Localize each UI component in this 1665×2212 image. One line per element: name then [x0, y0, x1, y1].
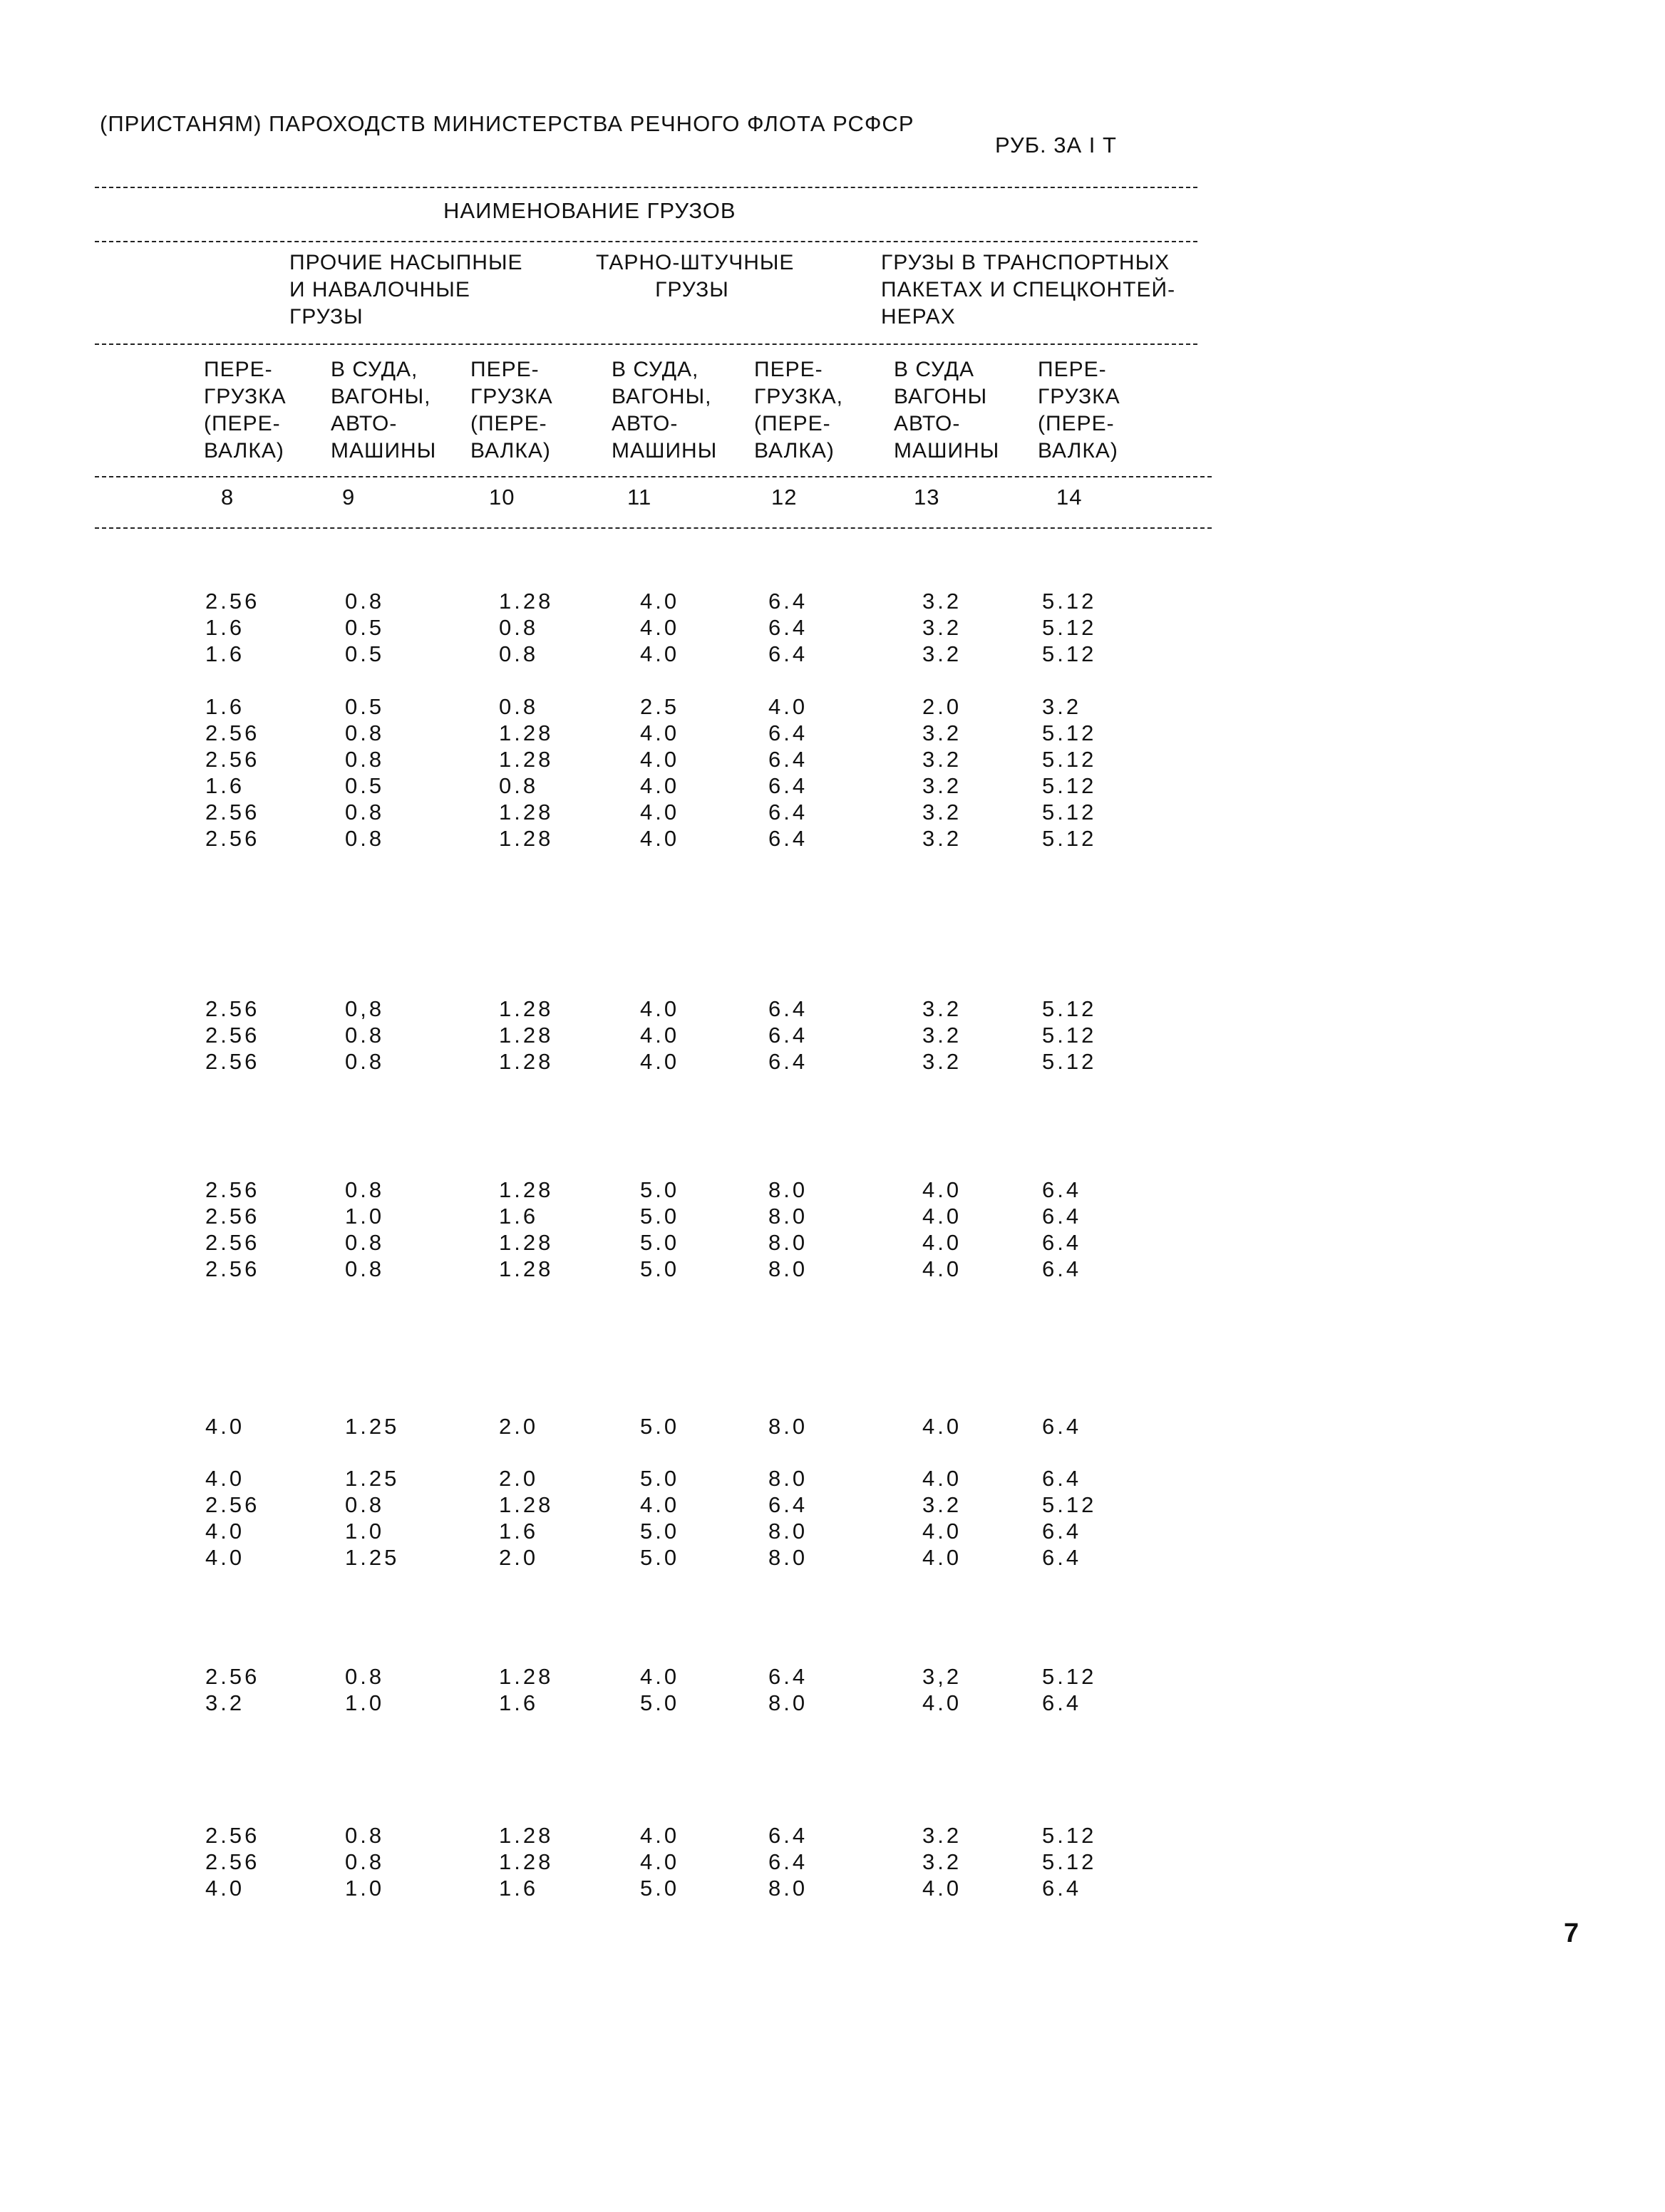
table-cell: 5.12: [1042, 1049, 1097, 1074]
table-cell: 1.28: [499, 1492, 554, 1517]
table-cell: 1.6: [205, 615, 245, 640]
table-cell: 5.0: [640, 1230, 680, 1255]
table-cell: 0.8: [499, 694, 539, 719]
table-cell: 2.56: [205, 1230, 260, 1255]
table-cell: 1.28: [499, 1823, 554, 1848]
table-cell: 0.8: [345, 800, 385, 825]
table-cell: 1.0: [345, 1690, 385, 1715]
table-cell: 4.0: [922, 1177, 962, 1202]
table-cell: 8.0: [768, 1177, 808, 1202]
table-cell: 3.2: [922, 1492, 962, 1517]
table-cell: 3,2: [922, 1664, 962, 1689]
table-cell: 5.0: [640, 1466, 680, 1491]
table-cell: 4.0: [768, 694, 808, 719]
table-cell: 4.0: [205, 1876, 245, 1901]
table-cell: 6.4: [768, 1023, 808, 1048]
column-number-11: 11: [627, 485, 652, 510]
table-rule-top: [95, 187, 1197, 188]
table-cell: 2.56: [205, 800, 260, 825]
table-cell: 3.2: [922, 800, 962, 825]
column-number-9: 9: [342, 485, 356, 510]
table-cell: 3.2: [922, 1849, 962, 1874]
table-cell: 4.0: [640, 773, 680, 798]
table-cell: 1.6: [499, 1519, 539, 1544]
table-cell: 6.4: [1042, 1690, 1082, 1715]
table-cell: 8.0: [768, 1545, 808, 1570]
table-cell: 6.4: [1042, 1230, 1082, 1255]
table-cell: 4.0: [922, 1519, 962, 1544]
table-cell: 3.2: [922, 589, 962, 614]
table-cell: 1.6: [499, 1876, 539, 1901]
table-cell: 1.28: [499, 996, 554, 1021]
table-cell: 2.56: [205, 1049, 260, 1074]
table-cell: 0.8: [345, 1049, 385, 1074]
column-header-13: В СУДА ВАГОНЫ АВТО- МАШИНЫ: [894, 358, 1000, 462]
table-rule-columns: [95, 476, 1212, 477]
table-cell: 1.6: [205, 694, 245, 719]
table-cell: 0.8: [345, 1177, 385, 1202]
table-cell: 1.28: [499, 1664, 554, 1689]
group-header-bulk: ПРОЧИЕ НАСЫПНЫЕ И НАВАЛОЧНЫЕ ГРУЗЫ: [289, 251, 523, 329]
table-cell: 2.56: [205, 996, 260, 1021]
table-cell: 5.12: [1042, 800, 1097, 825]
table-cell: 5.0: [640, 1519, 680, 1544]
document-title: (ПРИСТАНЯМ) ПАРОХОДСТВ МИНИСТЕРСТВА РЕЧНОГО ФЛОТА РСФСР: [100, 111, 914, 136]
table-cell: 6.4: [1042, 1876, 1082, 1901]
column-number-12: 12: [771, 485, 798, 510]
table-caption: НАИМЕНОВАНИЕ ГРУЗОВ: [443, 198, 736, 223]
table-cell: 0.5: [345, 641, 385, 666]
table-cell: 6.4: [768, 773, 808, 798]
table-cell: 3.2: [922, 720, 962, 745]
table-cell: 4.0: [640, 641, 680, 666]
table-cell: 1.28: [499, 826, 554, 851]
table-cell: 0.8: [345, 1256, 385, 1281]
table-cell: 1.6: [499, 1204, 539, 1229]
table-cell: 4.0: [922, 1690, 962, 1715]
table-cell: 6.4: [1042, 1519, 1082, 1544]
table-cell: 3.2: [922, 1023, 962, 1048]
table-cell: 5.12: [1042, 1849, 1097, 1874]
table-cell: 6.4: [1042, 1545, 1082, 1570]
table-cell: 8.0: [768, 1876, 808, 1901]
table-cell: 5.12: [1042, 589, 1097, 614]
table-cell: 1.0: [345, 1204, 385, 1229]
table-cell: 3.2: [205, 1690, 245, 1715]
table-cell: 4.0: [922, 1414, 962, 1439]
table-cell: 0.5: [345, 694, 385, 719]
table-cell: 6.4: [1042, 1414, 1082, 1439]
table-cell: 1.28: [499, 800, 554, 825]
table-cell: 1.0: [345, 1519, 385, 1544]
table-cell: 1.6: [205, 773, 245, 798]
table-cell: 2.56: [205, 1177, 260, 1202]
rubric-label: РУБ. 3А I Т: [995, 133, 1117, 157]
column-number-13: 13: [914, 485, 940, 510]
column-header-9: В СУДА, ВАГОНЫ, АВТО- МАШИНЫ: [331, 358, 437, 462]
table-rule-groups: [95, 343, 1197, 345]
table-cell: 0.8: [345, 1492, 385, 1517]
table-cell: 4.0: [640, 1049, 680, 1074]
table-cell: 2.56: [205, 1849, 260, 1874]
table-cell: 4.0: [205, 1519, 245, 1544]
table-cell: 6.4: [768, 747, 808, 772]
table-cell: 6.4: [768, 615, 808, 640]
table-cell: 2.5: [640, 694, 680, 719]
table-cell: 6.4: [1042, 1466, 1082, 1491]
table-cell: 5.0: [640, 1690, 680, 1715]
table-cell: 8.0: [768, 1230, 808, 1255]
table-cell: 4.0: [640, 1023, 680, 1048]
table-cell: 4.0: [922, 1876, 962, 1901]
table-cell: 4.0: [640, 826, 680, 851]
table-cell: 0.8: [499, 641, 539, 666]
table-cell: 1.28: [499, 1049, 554, 1074]
table-cell: 4.0: [205, 1545, 245, 1570]
table-cell: 0,8: [345, 996, 385, 1021]
table-cell: 4.0: [640, 1492, 680, 1517]
table-cell: 6.4: [768, 1849, 808, 1874]
table-cell: 4.0: [922, 1204, 962, 1229]
table-cell: 5.0: [640, 1414, 680, 1439]
column-header-12: ПЕРЕ- ГРУЗКА, (ПЕРЕ- ВАЛКА): [754, 358, 843, 462]
table-cell: 1.28: [499, 720, 554, 745]
table-cell: 4.0: [922, 1545, 962, 1570]
table-cell: 0.8: [345, 720, 385, 745]
table-cell: 8.0: [768, 1414, 808, 1439]
table-cell: 6.4: [768, 720, 808, 745]
table-cell: 0.8: [345, 747, 385, 772]
table-cell: 3.2: [922, 1823, 962, 1848]
table-cell: 5.12: [1042, 1823, 1097, 1848]
table-cell: 5.12: [1042, 747, 1097, 772]
table-cell: 4.0: [640, 996, 680, 1021]
table-cell: 1.28: [499, 589, 554, 614]
table-cell: 4.0: [640, 1823, 680, 1848]
table-cell: 4.0: [205, 1414, 245, 1439]
table-cell: 5.0: [640, 1204, 680, 1229]
table-rule-numbers: [95, 527, 1212, 529]
table-cell: 3.2: [922, 615, 962, 640]
table-cell: 6.4: [768, 996, 808, 1021]
table-cell: 8.0: [768, 1466, 808, 1491]
table-cell: 4.0: [640, 1849, 680, 1874]
table-rule-caption: [95, 241, 1197, 242]
column-number-14: 14: [1056, 485, 1083, 510]
table-cell: 5.12: [1042, 615, 1097, 640]
table-cell: 1.25: [345, 1466, 400, 1491]
table-cell: 2.56: [205, 589, 260, 614]
table-cell: 6.4: [768, 826, 808, 851]
table-cell: 3.2: [922, 641, 962, 666]
table-cell: 1.28: [499, 1849, 554, 1874]
table-cell: 0.8: [499, 615, 539, 640]
table-cell: 4.0: [640, 589, 680, 614]
table-cell: 0.8: [345, 1664, 385, 1689]
table-cell: 4.0: [922, 1256, 962, 1281]
table-cell: 2.56: [205, 1492, 260, 1517]
table-cell: 6.4: [768, 589, 808, 614]
table-cell: 2.56: [205, 720, 260, 745]
table-cell: 2.0: [499, 1414, 539, 1439]
page-number: 7: [1564, 1918, 1579, 1948]
table-cell: 1.0: [345, 1876, 385, 1901]
column-number-8: 8: [221, 485, 234, 510]
table-cell: 6.4: [768, 641, 808, 666]
table-cell: 2.56: [205, 747, 260, 772]
table-cell: 6.4: [768, 1664, 808, 1689]
table-cell: 2.56: [205, 1256, 260, 1281]
table-cell: 3.2: [922, 826, 962, 851]
table-cell: 6.4: [1042, 1204, 1082, 1229]
table-cell: 4.0: [640, 1664, 680, 1689]
table-cell: 8.0: [768, 1204, 808, 1229]
table-cell: 6.4: [1042, 1177, 1082, 1202]
table-cell: 1.25: [345, 1545, 400, 1570]
table-cell: 6.4: [768, 1823, 808, 1848]
table-cell: 4.0: [640, 800, 680, 825]
table-cell: 4.0: [922, 1230, 962, 1255]
table-cell: 1.25: [345, 1414, 400, 1439]
table-cell: 5.0: [640, 1876, 680, 1901]
table-cell: 2.0: [499, 1466, 539, 1491]
table-cell: 5.12: [1042, 773, 1097, 798]
table-cell: 1.28: [499, 1177, 554, 1202]
table-cell: 0.8: [345, 589, 385, 614]
table-cell: 2.56: [205, 826, 260, 851]
column-header-11: В СУДА, ВАГОНЫ, АВТО- МАШИНЫ: [612, 358, 718, 462]
table-cell: 0.5: [345, 773, 385, 798]
table-cell: 8.0: [768, 1256, 808, 1281]
table-cell: 4.0: [640, 720, 680, 745]
table-cell: 3.2: [1042, 694, 1082, 719]
table-cell: 4.0: [640, 747, 680, 772]
table-cell: 1.6: [499, 1690, 539, 1715]
table-cell: 1.28: [499, 747, 554, 772]
column-number-10: 10: [489, 485, 515, 510]
table-cell: 5.12: [1042, 641, 1097, 666]
column-header-10: ПЕРЕ- ГРУЗКА (ПЕРЕ- ВАЛКА): [470, 358, 553, 462]
table-cell: 0.5: [345, 615, 385, 640]
table-cell: 1.28: [499, 1023, 554, 1048]
table-cell: 3.2: [922, 747, 962, 772]
table-cell: 6.4: [768, 1492, 808, 1517]
table-cell: 1.28: [499, 1230, 554, 1255]
table-cell: 5.0: [640, 1256, 680, 1281]
table-cell: 0.8: [345, 1823, 385, 1848]
table-cell: 2.56: [205, 1204, 260, 1229]
table-cell: 8.0: [768, 1690, 808, 1715]
column-header-8: ПЕРЕ- ГРУЗКА (ПЕРЕ- ВАЛКА): [204, 358, 287, 462]
table-cell: 3.2: [922, 996, 962, 1021]
table-cell: 2.0: [499, 1545, 539, 1570]
table-cell: 2.56: [205, 1664, 260, 1689]
table-cell: 0.8: [345, 1023, 385, 1048]
table-cell: 5.12: [1042, 1023, 1097, 1048]
table-cell: 6.4: [1042, 1256, 1082, 1281]
table-cell: 2.56: [205, 1023, 260, 1048]
table-cell: 4.0: [205, 1466, 245, 1491]
table-cell: 5.0: [640, 1177, 680, 1202]
table-cell: 6.4: [768, 800, 808, 825]
table-cell: 8.0: [768, 1519, 808, 1544]
table-cell: 5.12: [1042, 720, 1097, 745]
table-cell: 5.12: [1042, 1664, 1097, 1689]
table-cell: 0.8: [499, 773, 539, 798]
table-cell: 4.0: [640, 615, 680, 640]
table-cell: 2.56: [205, 1823, 260, 1848]
table-cell: 5.12: [1042, 996, 1097, 1021]
table-cell: 0.8: [345, 1230, 385, 1255]
table-cell: 5.0: [640, 1545, 680, 1570]
group-header-containers: ГРУЗЫ В ТРАНСПОРТНЫХ ПАКЕТАХ И СПЕЦКОНТЕЙ- НЕРАХ: [881, 251, 1176, 329]
table-cell: 1.28: [499, 1256, 554, 1281]
table-cell: 1.6: [205, 641, 245, 666]
table-cell: 3.2: [922, 1049, 962, 1074]
table-cell: 5.12: [1042, 1492, 1097, 1517]
table-cell: 5.12: [1042, 826, 1097, 851]
table-cell: 3.2: [922, 773, 962, 798]
table-cell: 6.4: [768, 1049, 808, 1074]
table-cell: 2.0: [922, 694, 962, 719]
table-cell: 0.8: [345, 1849, 385, 1874]
table-cell: 0.8: [345, 826, 385, 851]
column-header-14: ПЕРЕ- ГРУЗКА (ПЕРЕ- ВАЛКА): [1038, 358, 1120, 462]
table-cell: 4.0: [922, 1466, 962, 1491]
group-header-packaged: ТАРНО-ШТУЧНЫЕ ГРУЗЫ: [596, 251, 795, 301]
